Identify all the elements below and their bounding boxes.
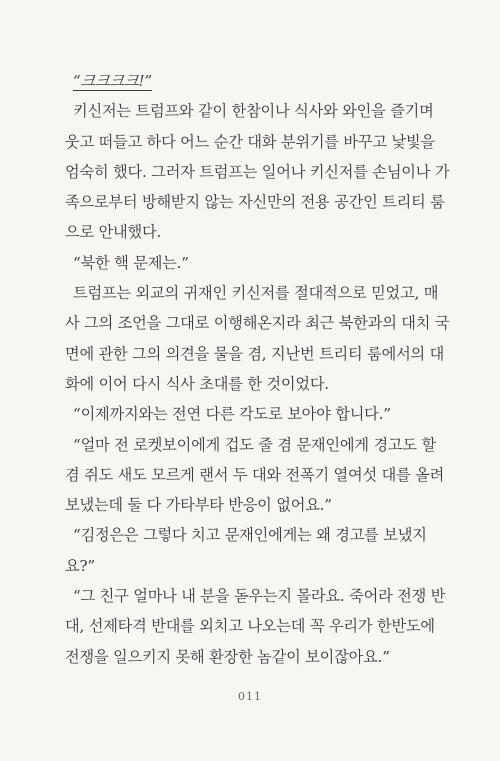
- paragraph-line: 웃고 떠들고 하다 어느 순간 대화 분위기를 바꾸고 낯빛을: [65, 132, 435, 151]
- paragraph-line: “그 친구 얼마나 내 분을 돋우는지 몰라요. 죽어라 전쟁 반: [73, 587, 446, 606]
- paragraph-line: 으로 안내했다.: [65, 223, 162, 242]
- paragraph-line: 족으로부터 방해받지 않는 자신만의 전용 공간인 트리티 룸: [65, 193, 445, 212]
- paragraph-3: [65, 248, 457, 278]
- paragraph-7: [65, 520, 457, 581]
- paragraph-4: [65, 278, 457, 399]
- paragraph-8: [65, 581, 457, 672]
- paragraph-line: 키신저는 트럼프와 같이 한참이나 식사와 와인을 즐기며: [73, 102, 434, 121]
- paragraph-2: [65, 96, 457, 247]
- paragraph-5: [65, 399, 457, 429]
- paragraph-line: 겸 쥐도 새도 모르게 랜서 두 대와 전폭기 열여섯 대를 올려: [65, 465, 445, 484]
- paragraph-line: 전쟁을 일으키지 못해 환장한 놈같이 보이잖아요.”: [65, 647, 390, 666]
- paragraph-line: 보냈는데 둘 다 가타부타 반응이 없어요.”: [65, 496, 332, 515]
- paragraph-line: “이제까지와는 전연 다른 각도로 보아야 합니다.”: [73, 405, 391, 424]
- paragraph-6: [65, 430, 457, 521]
- paragraph-line: 사 그의 조언을 그대로 이행해온지라 최근 북한과의 대치 국: [65, 314, 450, 333]
- paragraph-1: [65, 66, 457, 96]
- paragraph-line: 면에 관한 그의 의견을 물을 겸, 지난번 트리티 룸에서의 대: [65, 344, 445, 363]
- paragraph-line: “북한 핵 문제는.”: [73, 253, 189, 272]
- paragraph-line: 화에 이어 다시 식사 초대를 한 것이었다.: [65, 374, 329, 393]
- paragraph-line: 대, 선제타격 반대를 외치고 나오는데 꼭 우리가 한반도에: [65, 617, 435, 636]
- body-text: [65, 66, 457, 672]
- paragraph-line: “얼마 전 로켓보이에게 겁도 줄 겸 문재인에게 경고도 할: [73, 435, 436, 454]
- paragraph-line: 엄숙히 했다. 그러자 트럼프는 일어나 키신저를 손님이나 가: [65, 162, 450, 181]
- page-number: 011: [238, 690, 262, 703]
- paragraph-line: 트럼프는 외교의 귀재인 키신저를 절대적으로 믿었고, 매: [73, 284, 439, 303]
- paragraph-line: “크크크크!”: [73, 72, 152, 90]
- paragraph-line: “김정은은 그렇다 치고 문재인에게는 왜 경고를 보냈지: [73, 526, 427, 545]
- paragraph-line: 요?”: [65, 556, 95, 575]
